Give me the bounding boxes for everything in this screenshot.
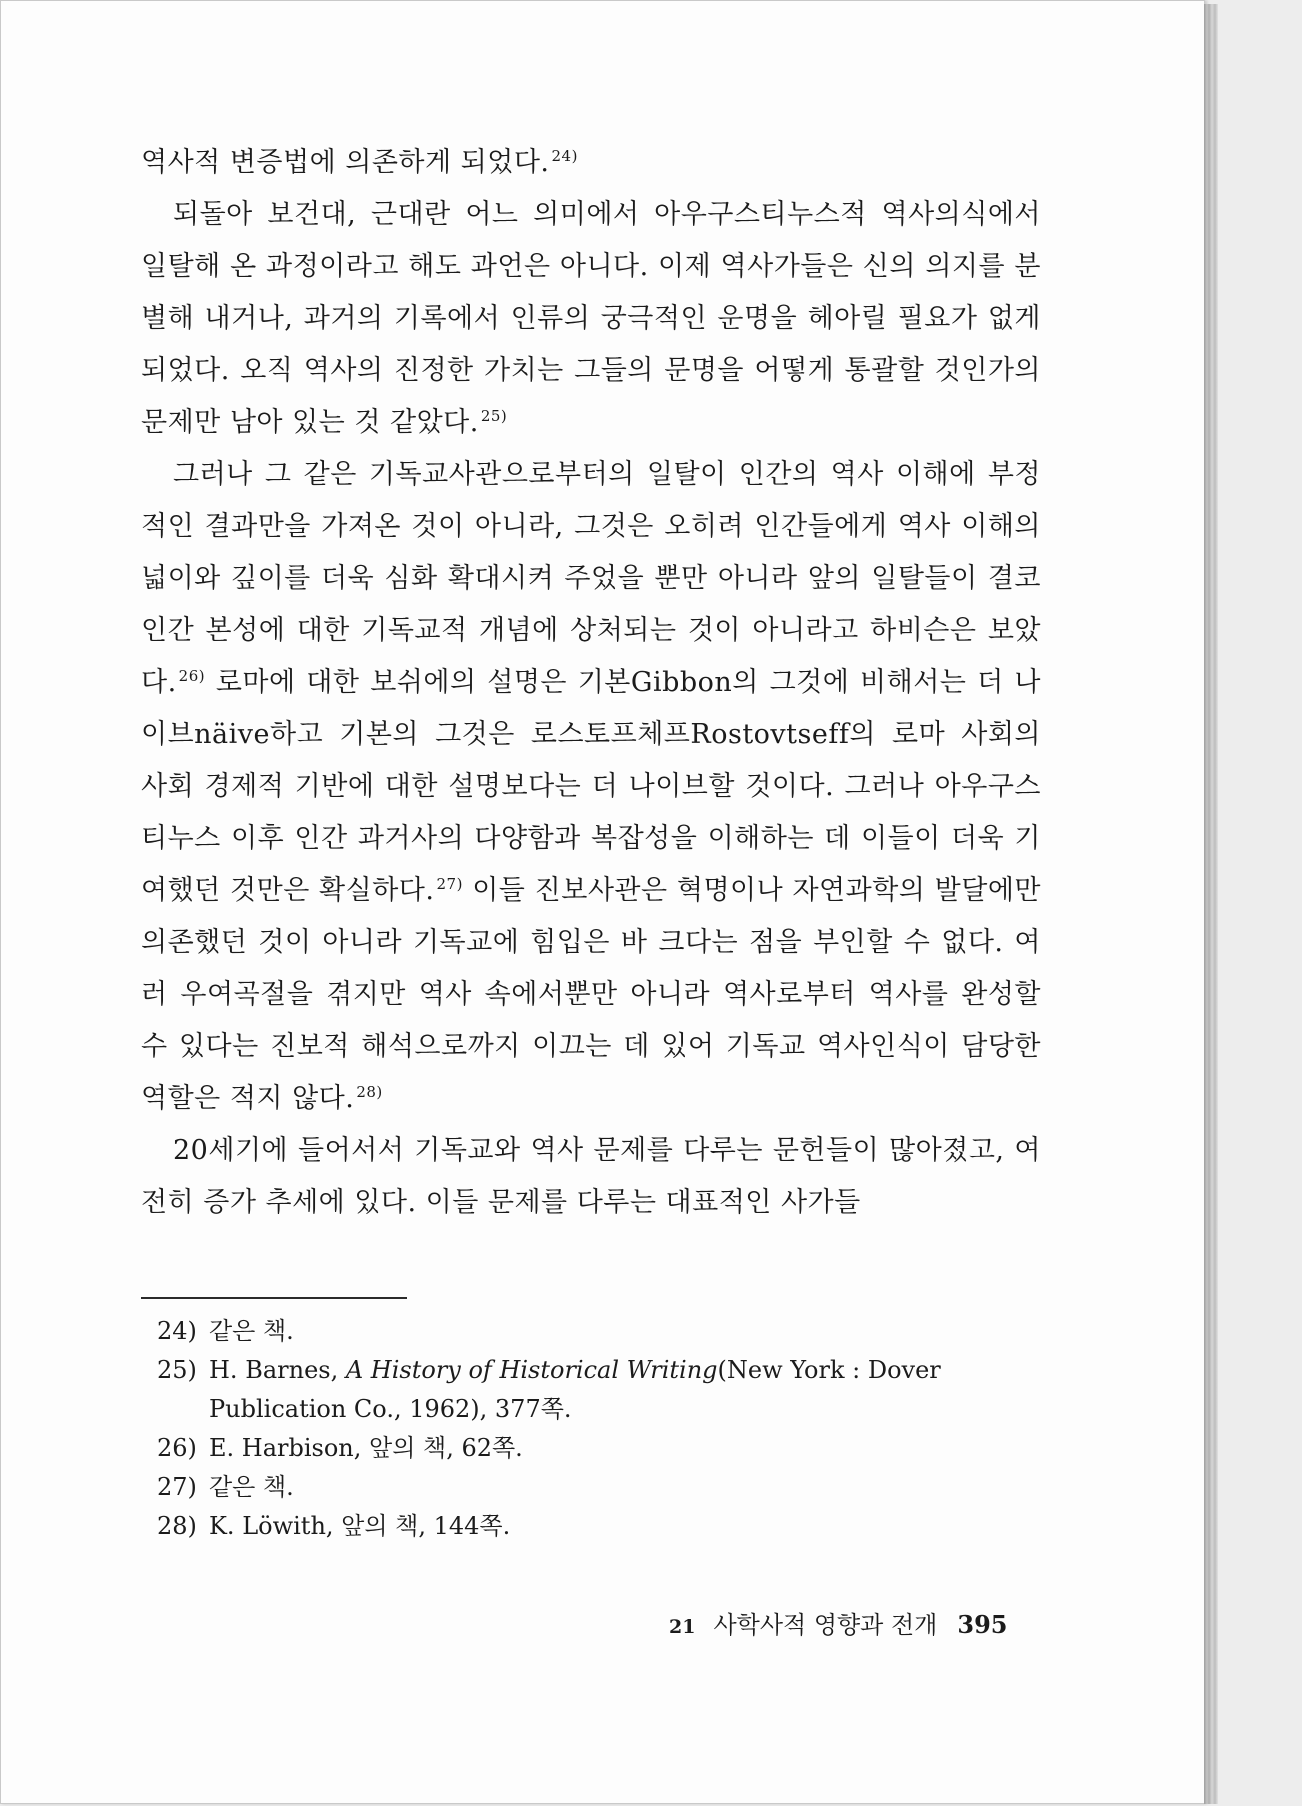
footnote-text: 같은 책.: [209, 1473, 294, 1501]
footnote-ref-28[interactable]: 28): [356, 1083, 383, 1101]
footnote-text-publication: (New York : Dover Publication Co., 1962), 377쪽.: [209, 1356, 941, 1423]
footnote-divider: [141, 1297, 407, 1299]
footnote-26: [157, 1429, 1047, 1468]
paragraph-3-text-a: 그러나 그 같은 기독교사관으로부터의 일탈이 인간의 역사 이해에 부정적인 결과만을 가져온 것이 아니라, 그것은 오히려 인간들에게 역사 이해의 넓이와 깊이를 더욱 심화 확대시켜 주었을 뿐만 아니라 앞의 일탈들이 결코 인간 본성에 대한 기독교적 개념에 상처되는 것이 아니라고 하비슨은 보았다.: [141, 459, 1041, 698]
footnote-number: 26): [157, 1434, 197, 1462]
footnote-ref-25[interactable]: 25): [480, 407, 508, 425]
footnote-number: 25): [157, 1356, 197, 1384]
paragraph-3-text-b: 로마에 대한 보쉬에의 설명은 기본Gibbon의 그것에 비해서는 더 나이브näive하고 기본의 그것은 로스토프체프Rostovtseff의 로마 사회의 사회 경제적 기반에 대한 설명보다는 더 나이브할 것이다. 그러나 아우구스티누스 이후 인간 과거사의 다양함과 복잡성을 이해하는 데 이들이 더욱 기여했던 것만은 확실하다.: [141, 667, 1041, 906]
footnote-ref-26[interactable]: 26): [178, 667, 206, 685]
footnote-text: E. Harbison, 앞의 책, 62쪽.: [209, 1434, 523, 1462]
footnote-book-title: A History of Historical Writing: [345, 1356, 718, 1384]
paragraph-2: [141, 189, 1041, 449]
footnote-ref-27[interactable]: 27): [436, 875, 463, 893]
chapter-number: 21: [669, 1616, 696, 1638]
running-footer: [669, 1607, 1031, 1645]
body-text: [141, 137, 1041, 1229]
footnote-27: [157, 1468, 1047, 1507]
chapter-title: 사학사적 영향과 전개: [713, 1611, 938, 1639]
footnote-ref-24[interactable]: 24): [551, 147, 578, 165]
paragraph-4: [141, 1125, 1041, 1229]
footnote-25: [157, 1351, 1047, 1429]
footnote-number: 24): [157, 1317, 197, 1345]
page-number: 395: [957, 1610, 1008, 1639]
footnote-24: [157, 1312, 1047, 1351]
footnote-text: 같은 책.: [209, 1317, 294, 1345]
footnote-text-author: H. Barnes,: [209, 1356, 346, 1384]
footnote-number: 28): [157, 1512, 197, 1540]
paragraph-3-text-c: 이들 진보사관은 혁명이나 자연과학의 발달에만 의존했던 것이 아니라 기독교에 힘입은 바 크다는 점을 부인할 수 없다. 여러 우여곡절을 겪지만 역사 속에서뿐만 아니라 역사로부터 역사를 완성할 수 있다는 진보적 해석으로까지 이끄는 데 있어 기독교 역사인식이 담당한 역할은 적지 않다.: [141, 875, 1041, 1114]
footnote-number: 27): [157, 1473, 197, 1501]
paragraph-3: [141, 449, 1041, 1125]
footnote-28: [157, 1507, 1047, 1546]
paragraph-2-text: 되돌아 보건대, 근대란 어느 의미에서 아우구스티누스적 역사의식에서 일탈해 온 과정이라고 해도 과언은 아니다. 이제 역사가들은 신의 의지를 분별해 내거나, 과거의 기록에서 인류의 궁극적인 운명을 헤아릴 필요가 없게 되었다. 오직 역사의 진정한 가치는 그들의 문명을 어떻게 통괄할 것인가의 문제만 남아 있는 것 같았다.: [141, 199, 1041, 438]
paragraph-1-text: 역사적 변증법에 의존하게 되었다.: [141, 147, 550, 178]
page-stack-edge: [1204, 4, 1218, 1804]
footnotes-list: [157, 1312, 1047, 1546]
footnote-text: K. Löwith, 앞의 책, 144쪽.: [209, 1512, 511, 1540]
paragraph-1: [141, 137, 1041, 189]
paragraph-4-text: 20세기에 들어서서 기독교와 역사 문제를 다루는 문헌들이 많아졌고, 여전히 증가 추세에 있다. 이들 문제를 다루는 대표적인 사가들: [141, 1135, 1041, 1218]
